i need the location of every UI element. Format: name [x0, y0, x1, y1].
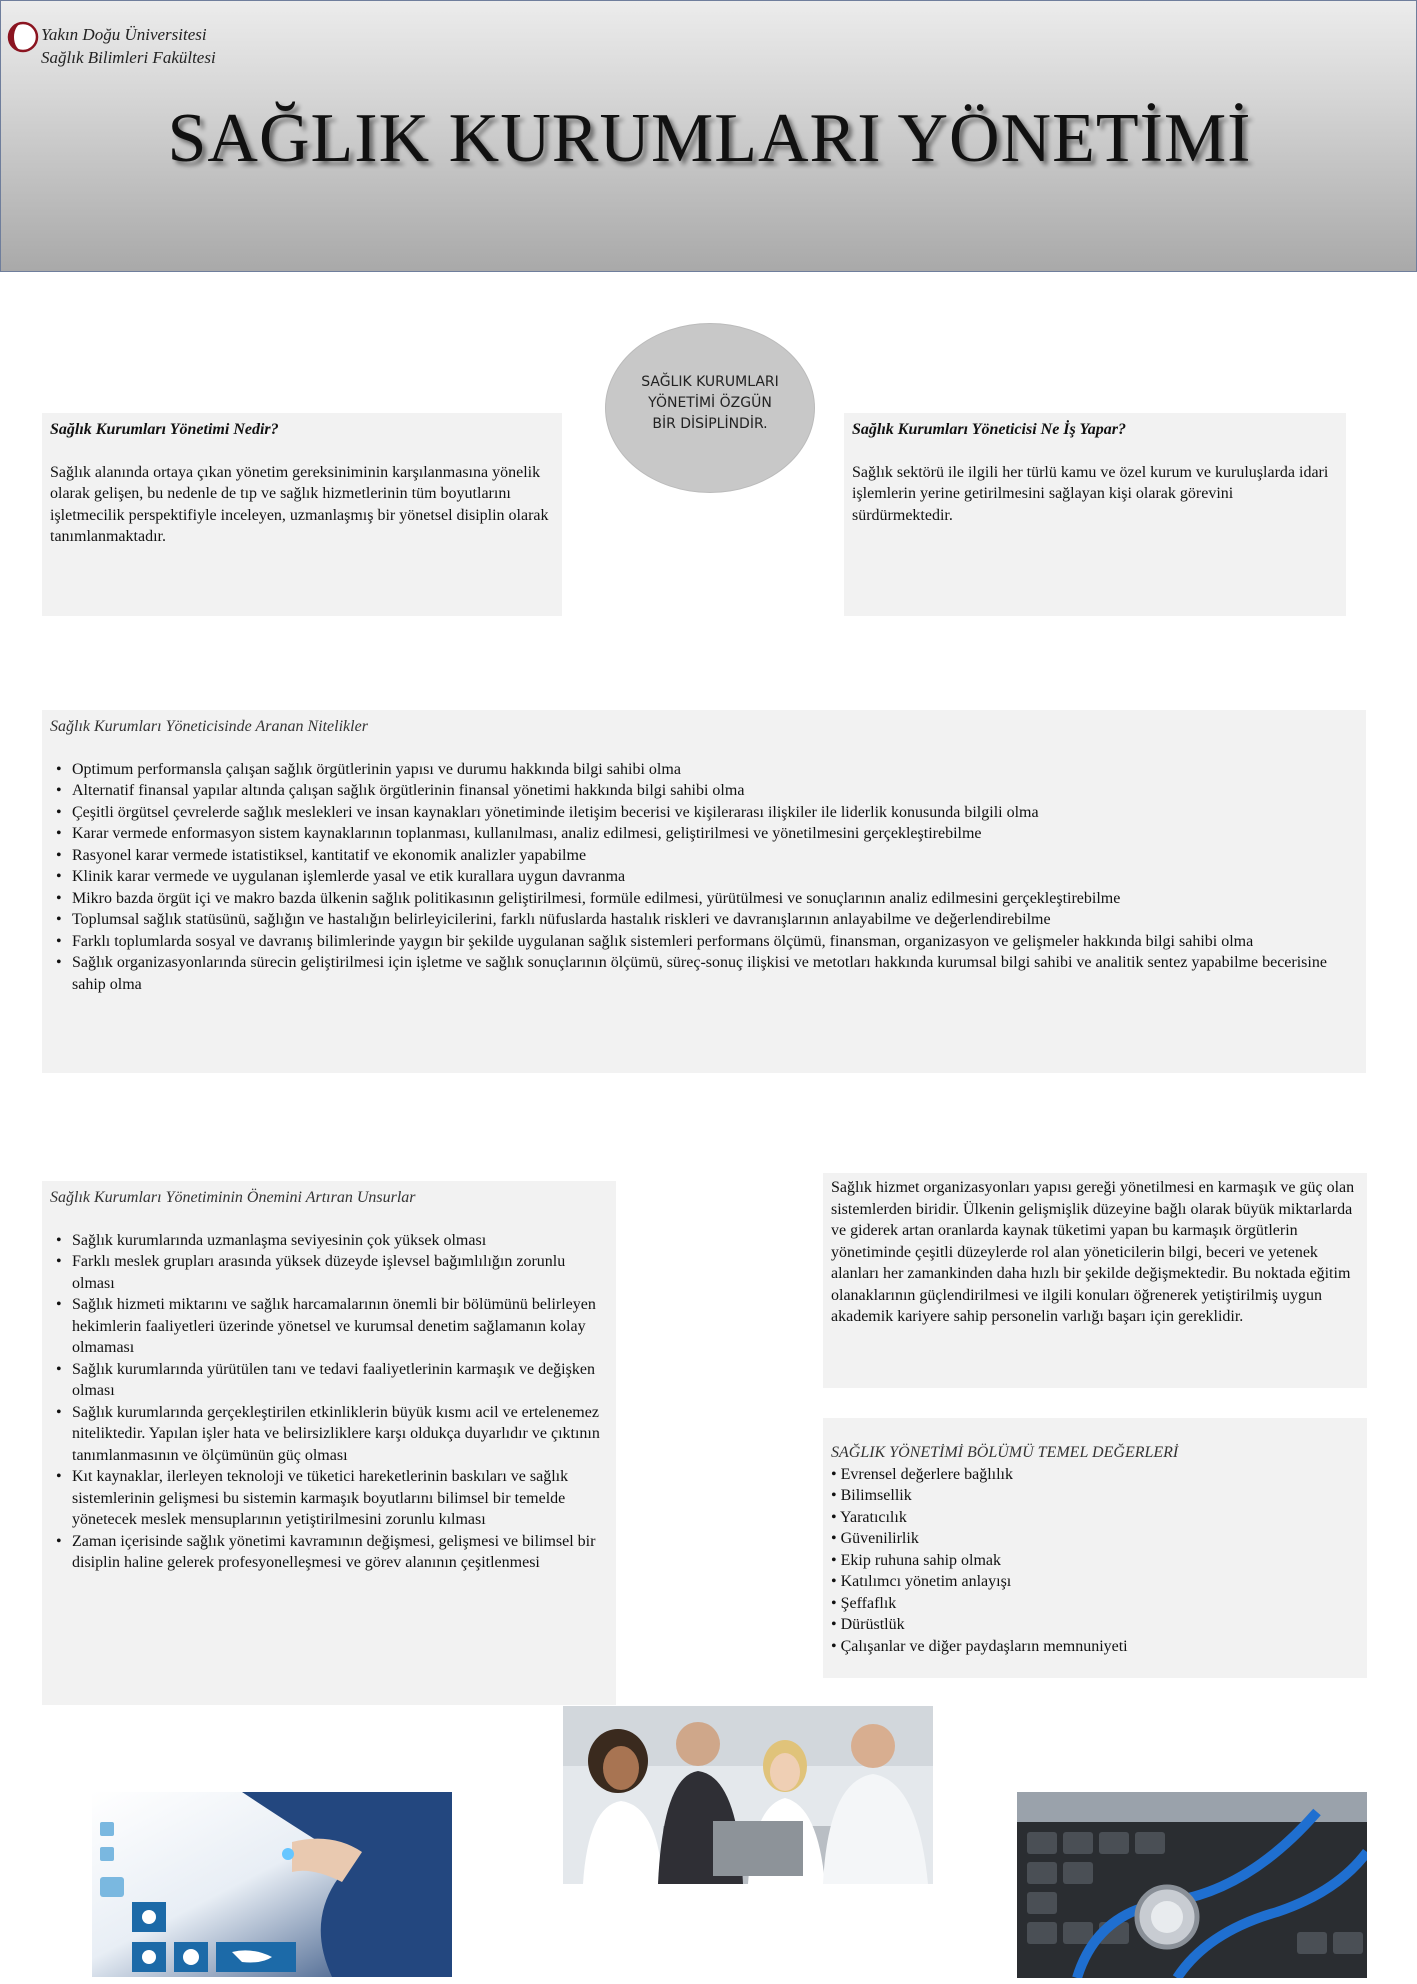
core-values-box [823, 1418, 1367, 1678]
list-item: • Sağlık kurumlarında yürütülen tanı ve tedavi faaliyetlerinin karmaşık ve değişken olması [50, 1359, 600, 1402]
qualifications-box [42, 710, 1366, 1073]
list-item: • Sağlık kurumlarında gerçekleştirilen etkinliklerin büyük kısmı acil ve ertelenemez niteliktedir. Yapılan işler hata ve belirsizliklere karşı oldukça duyarlıdır ve çıktının tanımlanmasının ve ölçümünün güç olması [50, 1402, 600, 1467]
list-item: • Çalışanlar ve diğer paydaşların memnuniyeti [831, 1637, 1128, 1655]
list-item: • Katılımcı yönetim anlayışı [831, 1573, 1012, 1590]
list-item: • Mikro bazda örgüt içi ve makro bazda ülkenin sağlık politikasının geliştirilmesi, formüle edilmesi, yürütülmesi ve sonuçlarının analiz edilmesini gerçekleştirebilme [50, 888, 1358, 910]
list-item: • Yaratıcılık [831, 1508, 907, 1526]
manager-role-box [844, 413, 1346, 616]
context-box [823, 1173, 1367, 1388]
importance-title: Sağlık Kurumları Yönetiminin Önemini Artıran Unsurlar [50, 1189, 416, 1206]
list-item: • Güvenilirlik [831, 1530, 919, 1547]
manager-role-body: Sağlık sektörü ile ilgili her türlü kamu ve özel kurum ve kuruluşlarda idari işlemlerin yerine getirilmesini sağlayan kişi olarak görevini sürdürmektedir. [852, 463, 1329, 524]
university-name: Yakın Doğu Üniversitesi [41, 25, 207, 44]
what-is-title: Sağlık Kurumları Yönetimi Nedir? [50, 421, 279, 438]
list-item: • Sağlık hizmeti miktarını ve sağlık harcamalarının önemli bir bölümünü belirleyen hekimlerin faaliyetleri üzerinde yönetsel ve kurumsal denetim sağlamanın kolay olmaması [50, 1294, 600, 1359]
list-item: • Sağlık kurumlarında uzmanlaşma seviyesinin çok yüksek olması [50, 1230, 600, 1252]
list-item: • Ekip ruhuna sahip olmak [831, 1551, 1002, 1569]
list-item: • Klinik karar vermede ve uygulanan işlemlerde yasal ve etik kurallara uygun davranma [50, 866, 1358, 888]
stethoscope-laptop-photo [1017, 1792, 1367, 1978]
list-item: • Çeşitli örgütsel çevrelerde sağlık meslekleri ve insan kaynakları yönetiminde iletişim becerisi ve kişilerarası ilişkiler ile liderlik konusunda bilgili olma [50, 802, 1358, 824]
page-title: SAĞLIK KURUMLARI YÖNETİMİ [167, 100, 1252, 177]
importance-box [42, 1181, 616, 1705]
what-is-box [42, 413, 562, 616]
list-item: • Alternatif finansal yapılar altında çalışan sağlık örgütlerinin finansal yönetimi hakkında bilgi sahibi olma [50, 780, 1358, 802]
list-item: • Optimum performansla çalışan sağlık örgütlerinin yapısı ve durumu hakkında bilgi sahibi olma [50, 759, 1358, 781]
list-item: • Evrensel değerlere bağlılık [831, 1465, 1013, 1483]
medical-team-photo [563, 1706, 933, 1884]
list-item: • Kıt kaynaklar, ilerleyen teknoloji ve tüketici hareketlerinin baskıları ve sağlık sistemlerinin gelişmesi bu sistemin karmaşık boyutlarını bilimsel bir temelde yönetecek meslek mensuplarının yetiştirilmesini zorunlu kılması [50, 1466, 600, 1531]
manager-role-title: Sağlık Kurumları Yöneticisi Ne İş Yapar? [852, 421, 1126, 438]
list-item: • Farklı toplumlarda sosyal ve davranış bilimlerinde yaygın bir şekilde uygulanan sağlık sistemleri performans ölçümü, finansman, organizasyon ve gelişmeler hakkında bilgi sahibi olma [50, 931, 1358, 953]
qualifications-title: Sağlık Kurumları Yöneticisinde Aranan Nitelikler [50, 718, 368, 735]
discipline-oval [605, 323, 815, 493]
list-item: • Zaman içerisinde sağlık yönetimi kavramının değişmesi, gelişmesi ve bilimsel bir disiplin haline gelerek profesyonelleşmesi ve görev alanının çeşitlenmesi [50, 1531, 600, 1574]
list-item: • Farklı meslek grupları arasında yüksek düzeyde işlevsel bağımlılığın zorunlu olması [50, 1251, 600, 1294]
faculty-name: Sağlık Bilimleri Fakültesi [41, 48, 216, 67]
list-item: • Dürüstlük [831, 1616, 905, 1633]
business-technology-photo [92, 1792, 452, 1977]
importance-list [50, 1230, 608, 1574]
list-item: • Karar vermede enformasyon sistem kaynaklarının toplanması, kullanılması, analiz edilmesi, geliştirilmesi ve yönetilmesini gerçekleştirebilme [50, 823, 1358, 845]
oval-text: SAĞLIK KURUMLARI YÖNETİMİ ÖZGÜN BİR DİSİPLİNDİR. [641, 373, 779, 432]
list-item: • Rasyonel karar vermede istatistiksel, kantitatif ve ekonomik analizler yapabilme [50, 845, 1358, 867]
what-is-body: Sağlık alanında ortaya çıkan yönetim gereksiniminin karşılanmasına yönelik olarak gelişen, bu nedenle de tıp ve sağlık hizmetlerinin tüm boyutlarını işletmecilik perspektifiyle inceleyen, uzmanlaşmış bir yönetsel disiplin olarak tanımlanmaktadır. [50, 463, 549, 545]
list-item: • Şeffaflık [831, 1594, 897, 1612]
core-values-list [831, 1464, 1359, 1658]
header-banner [0, 0, 1417, 272]
university-logo-icon [7, 21, 39, 53]
context-body: Sağlık hizmet organizasyonları yapısı gereği yönetilmesi en karmaşık ve güç olan sistemlerden biridir. Ülkenin gelişmişlik düzeyine bağlı olarak büyük miktarlarda ve giderek artan oranlarda kaynak tüketimi yapan bu karmaşık örgütlerin yönetiminde çeşitli düzeylerde rol alan yöneticilerin bilgi, beceri ve yetenek alanları her zamankinden daha hızlı bir şekilde değişmektedir. Bu noktada eğitim olanaklarının güçlendirilmesi ve ilgili konuları öğrenerek yetiştirilmiş uygun akademik kariyere sahip personelin varlığı başarı için gereklidir. [831, 1179, 1355, 1325]
institution-name [41, 23, 216, 69]
core-values-title: SAĞLIK YÖNETİMİ BÖLÜMÜ TEMEL DEĞERLERİ [831, 1444, 1179, 1461]
qualifications-list [50, 759, 1358, 996]
list-item: • Bilimsellik [831, 1487, 912, 1504]
list-item: • Sağlık organizasyonlarında sürecin geliştirilmesi için işletme ve sağlık sonuçlarının ölçümü, süreç-sonuç ilişkisi ve metotları hakkında kurumsal bilgi sahibi ve analitik sentez yapabilme becerisine sahip olma [50, 952, 1358, 995]
list-item: • Toplumsal sağlık statüsünü, sağlığın ve hastalığın belirleyicilerini, farklı nüfuslarda hastalık riskleri ve davranışlarının anlayabilme ve değerlendirebilme [50, 909, 1358, 931]
